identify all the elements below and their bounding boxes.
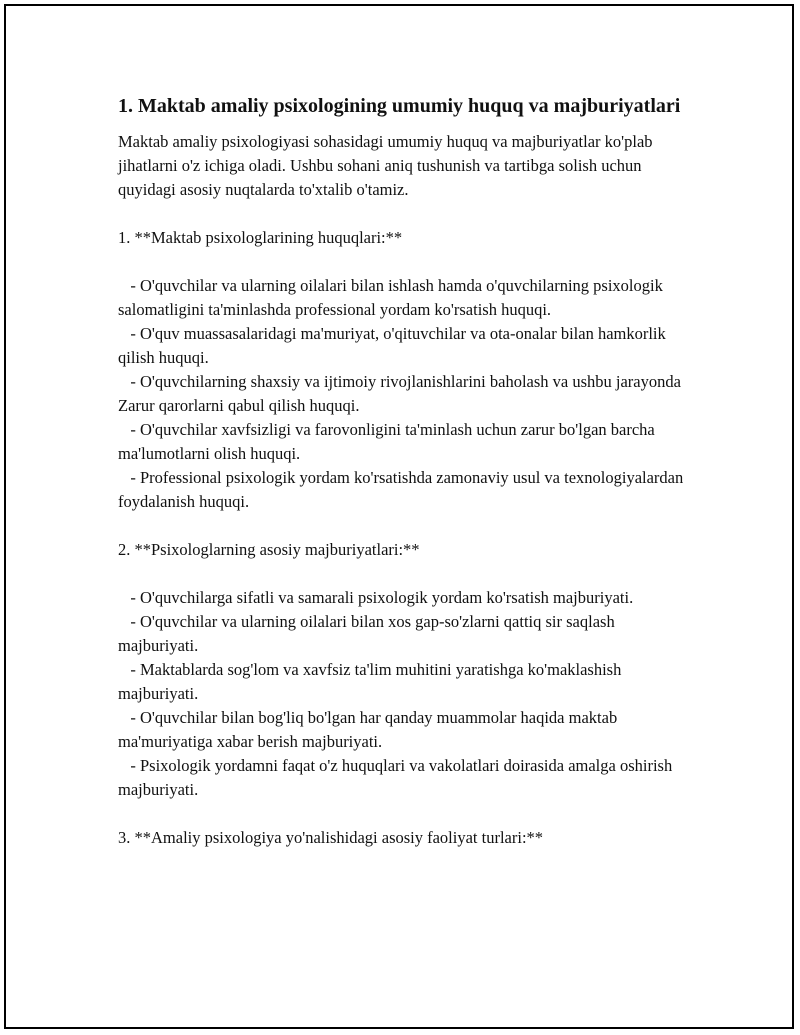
list-item: - O'quvchilar bilan bog'liq bo'lgan har qanday muammolar haqida maktab ma'muriyatiga xabar berish majburiyati. xyxy=(118,708,622,751)
list-item: - O'quvchilarning shaxsiy va ijtimoiy rivojlanishlarini baholash va ushbu jarayonda Zarur qarorlarni qabul qilish huquqi. xyxy=(118,372,686,415)
document-body xyxy=(118,92,698,850)
document-title: 1. Maktab amaliy psixologining umumiy huquq va majburiyatlari xyxy=(118,95,681,117)
list-item: - Maktablarda sog'lom va xavfsiz ta'lim muhitini yaratishga ko'maklashish majburiyati. xyxy=(118,660,626,703)
intro-paragraph: Maktab amaliy psixologiyasi sohasidagi umumiy huquq va majburiyatlar ko'plab jihatlarni o'z ichiga oladi. Ushbu sohani aniq tushunish va tartibga solish uchun quyidagi asosiy nuqtalarda to'xtalib o'tamiz. xyxy=(118,132,653,199)
list-item: - O'quvchilar va ularning oilalari bilan ishlash hamda o'quvchilarning psixologik salomatligini ta'minlashda professional yordam ko'rsatish huquqi. xyxy=(118,276,667,319)
spacer xyxy=(118,250,698,274)
list-item: - O'quv muassasalaridagi ma'muriyat, o'qituvchilar va ota-onalar bilan hamkorlik qilish huquqi. xyxy=(118,324,670,367)
list-item: - O'quvchilar xavfsizligi va farovonligini ta'minlash uchun zarur bo'lgan barcha ma'lumotlarni olish huquqi. xyxy=(118,420,659,463)
spacer xyxy=(118,562,698,586)
list-item: - Psixologik yordamni faqat o'z huquqlari va vakolatlari doirasida amalga oshirish majburiyati. xyxy=(118,756,677,799)
section-heading-rights: 1. **Maktab psixologlarining huquqlari:** xyxy=(118,228,403,247)
list-item: - Professional psixologik yordam ko'rsatishda zamonaviy usul va texnologiyalardan foydalanish huquqi. xyxy=(118,468,688,511)
spacer xyxy=(118,514,698,538)
section-heading-duties: 2. **Psixologlarning asosiy majburiyatlari:** xyxy=(118,540,420,559)
list-item: - O'quvchilar va ularning oilalari bilan xos gap-so'zlarni qattiq sir saqlash majburiyati. xyxy=(118,612,619,655)
spacer xyxy=(118,202,698,226)
list-item: - O'quvchilarga sifatli va samarali psixologik yordam ko'rsatish majburiyati. xyxy=(118,588,634,607)
section-heading-activities: 3. **Amaliy psixologiya yo'nalishidagi asosiy faoliyat turlari:** xyxy=(118,828,544,847)
spacer xyxy=(118,802,698,826)
